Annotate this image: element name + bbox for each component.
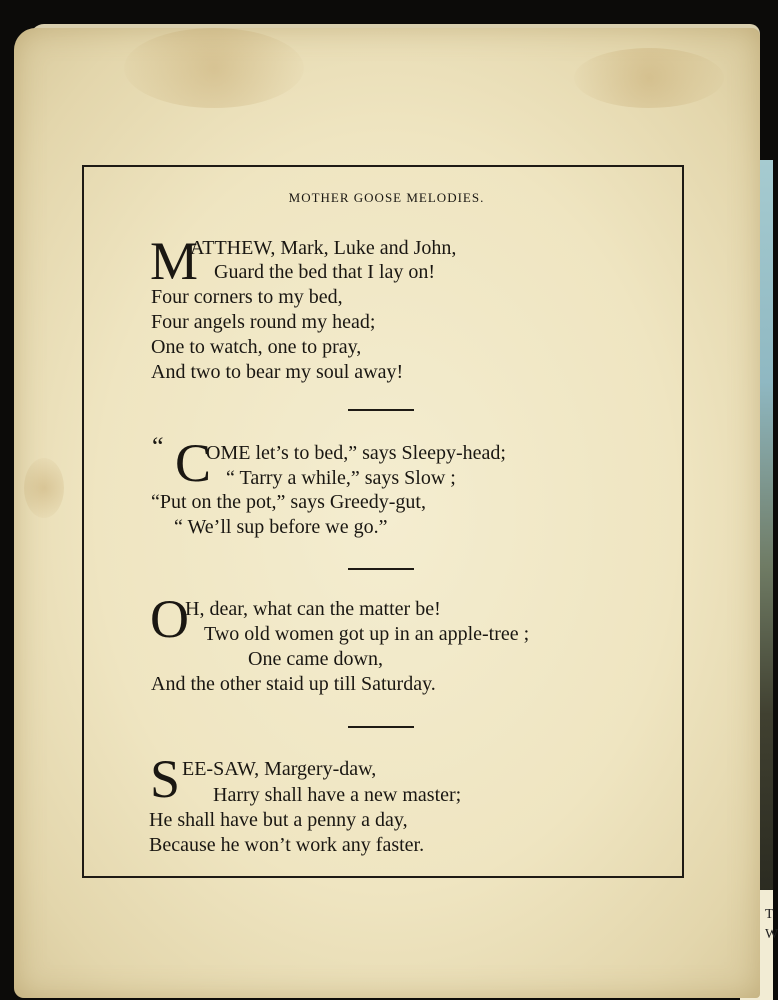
verse-2-line-4: “ We’ll sup before we go.” [174, 516, 388, 538]
verse-2-line-2: “ Tarry a while,” says Slow ; [226, 467, 456, 489]
stain [24, 458, 64, 518]
verse-1-line-4: Four angels round my head; [151, 311, 376, 333]
section-divider [348, 726, 414, 728]
dropcap-m: M [150, 231, 199, 291]
stain [574, 48, 724, 108]
verse-2-line-1: OME let’s to bed,” says Sleepy-head; [206, 442, 506, 464]
verse-4-line-1: EE-SAW, Margery-daw, [182, 758, 377, 780]
section-divider [348, 568, 414, 570]
next-page-text-fragment: T W [765, 907, 778, 942]
section-divider [348, 409, 414, 411]
verse-4-line-3: He shall have but a penny a day, [149, 809, 408, 831]
stain [124, 28, 304, 108]
verse-1-line-5: One to watch, one to pray, [151, 336, 362, 358]
open-quote: “ [152, 432, 164, 461]
dropcap-o: O [150, 589, 189, 649]
verse-3-line-3: One came down, [248, 648, 383, 670]
verse-4-line-4: Because he won’t work any faster. [149, 834, 425, 856]
verse-1-line-1: ATTHEW, Mark, Luke and John, [190, 237, 457, 259]
verse-3-line-1: H, dear, what can the matter be! [185, 598, 441, 620]
running-title: MOTHER GOOSE MELODIES. [288, 190, 485, 205]
verse-1-line-3: Four corners to my bed, [151, 286, 343, 308]
verse-3-line-2: Two old women got up in an apple-tree ; [204, 623, 530, 645]
verse-3-line-4: And the other staid up till Saturday. [151, 673, 436, 695]
dropcap-c: C [175, 433, 212, 493]
verse-4-line-2: Harry shall have a new master; [213, 784, 462, 806]
dropcap-s: S [150, 749, 181, 809]
verse-1-line-6: And two to bear my soul away! [151, 361, 404, 383]
verse-1-line-2: Guard the bed that I lay on! [214, 261, 436, 283]
verse-2-line-3: “Put on the pot,” says Greedy-gut, [151, 491, 426, 513]
